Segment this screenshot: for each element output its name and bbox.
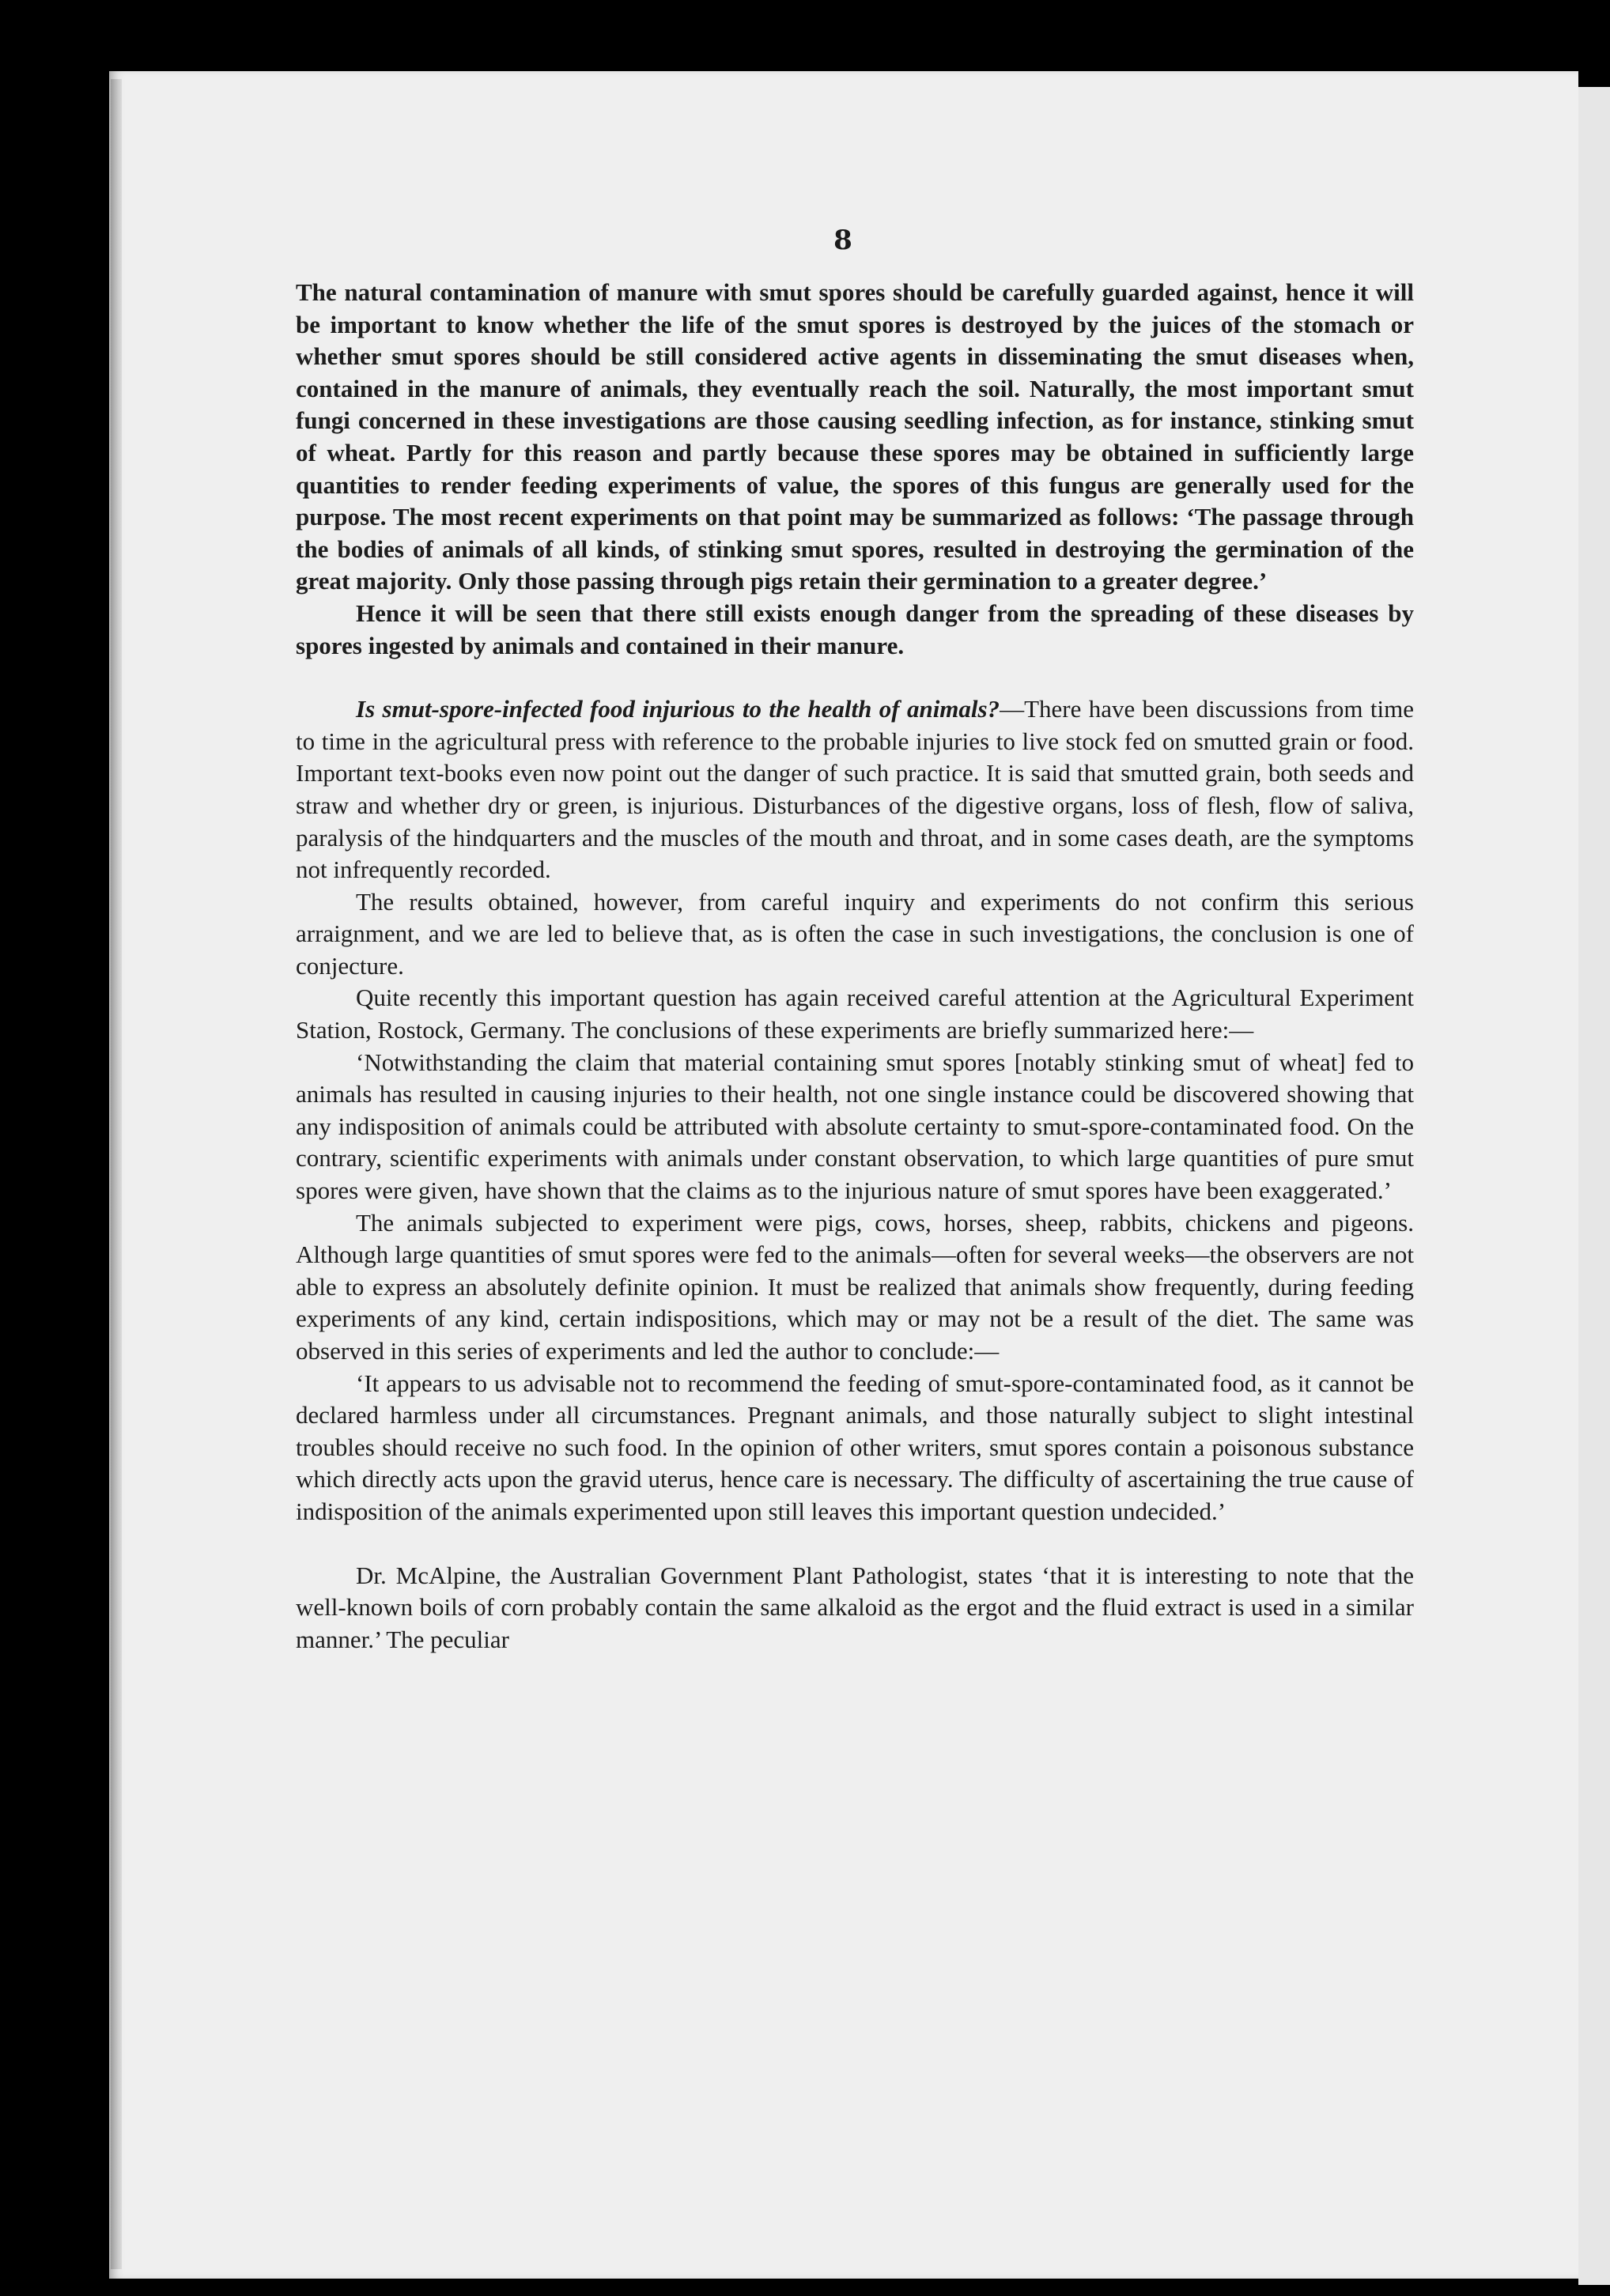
paragraph-7: The animals subjected to experiment were pigs, cows, horses, sheep, rabbits, chickens and pigeons. Although large quantities of smut spores were fed to the animals—often for several weeks—the observers are not able to express an absolutely definite opinion. It must be realized that animals show frequently, during feeding experiments of any kind, certain indispositions, which may or may not be a result of the diet. The same was observed in this series of experiments and led the author to conclude:— bbox=[296, 1208, 1414, 1365]
paragraph-3 bbox=[296, 693, 1414, 886]
paragraph-9: Dr. McAlpine, the Australian Government Plant Pathologist, states ‘that it is interesting to note that the well-known boils of corn probably contain the same alkaloid as the ergot and the fluid extract is used in a similar manner.’ The peculiar bbox=[296, 1561, 1414, 1653]
quotation-2: ‘It appears to us advisable not to recommend the feeding of smut-spore-contaminated food, as it cannot be declared harmless under all circumstances. Pregnant animals, and those naturally subject to slight intestinal troubles should receive no such food. In the opinion of other writers, smut spores contain a poisonous substance which directly acts upon the gravid uterus, hence care is necessary. The difficulty of ascertaining the true cause of indisposition of the animals experimented upon still leaves this important question undecided.’ bbox=[296, 1369, 1414, 1525]
section-heading: Is smut-spore-infected food injurious to the health of animals? bbox=[356, 695, 1000, 723]
paragraph-4: The results obtained, however, from careful inquiry and experiments do not confirm this serious arraignment, and we are led to believe that, as is often the case in such investigations, the conclusion is one of conjecture. bbox=[296, 887, 1414, 980]
adjacent-page-edge bbox=[1578, 87, 1610, 2285]
page-binding-shadow bbox=[111, 79, 122, 2269]
paragraph-5: Quite recently this important question has again received careful attention at the Agricultural Experiment Station, Rostock, Germany. The conclusions of these experiments are briefly summarized here:— bbox=[296, 984, 1414, 1044]
paragraph-2: Hence it will be seen that there still exists enough danger from the spreading of these diseases by spores ingested by animals and contained in their manure. bbox=[296, 599, 1414, 659]
body-text bbox=[296, 277, 1414, 1656]
page-number: 8 bbox=[833, 225, 852, 256]
paragraph-3-body: —There have been discussions from time to time in the agricultural press with reference to the probable injuries to live stock fed on smutted grain or food. Important text-books even now point out the danger of such practice. It is said that smutted grain, both seeds and straw and whether dry or green, is injurious. Disturbances of the digestive organs, loss of flesh, flow of saliva, paralysis of the hindquarters and the muscles of the mouth and throat, and in some cases death, are the symptoms not infrequently recorded. bbox=[296, 695, 1414, 884]
quotation-1: ‘Notwithstanding the claim that material containing smut spores [notably stinking smut of wheat] fed to animals has resulted in causing injuries to their health, not one single instance could be discovered showing that any indisposition of animals could be attributed with absolute certainty to smut-spore-contaminated food. On the contrary, scientific experiments with animals under constant observation, to which large quantities of pure smut spores were given, have shown that the claims as to the injurious nature of smut spores have been exaggerated.’ bbox=[296, 1048, 1414, 1205]
paragraph-1: The natural contamination of manure with smut spores should be carefully guarded against, hence it will be important to know whether the life of the smut spores is destroyed by the juices of the stomach or whether smut spores should be still considered active agents in disseminating the smut diseases when, contained in the manure of animals, they eventually reach the soil. Naturally, the most important smut fungi concerned in these investigations are those causing seedling infection, as for instance, stinking smut of wheat. Partly for this reason and partly because these spores may be obtained in sufficiently large quantities to render feeding experiments of value, the spores of this fungus are generally used for the purpose. The most recent experiments on that point may be summarized as follows: ‘The passage through the bodies of animals of all kinds, of stinking smut spores, resulted in destroying the germination of the great majority. Only those passing through pigs retain their germination to a greater degree.’ bbox=[296, 278, 1414, 595]
